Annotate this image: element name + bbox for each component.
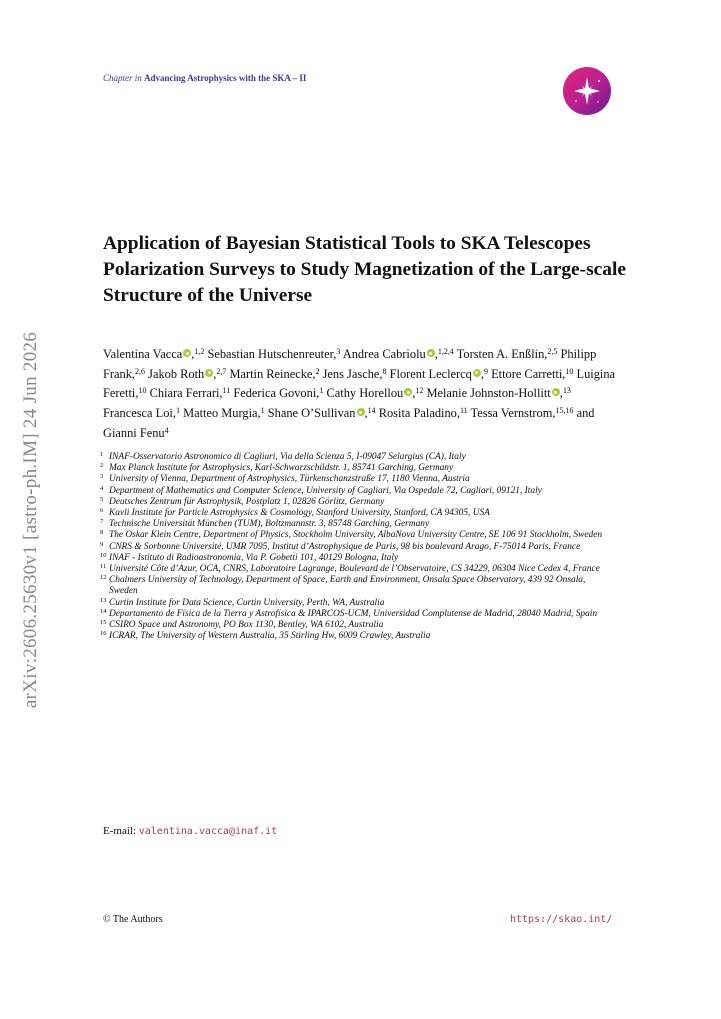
- orcid-icon[interactable]: [427, 349, 435, 357]
- author-conjunction: and: [573, 406, 595, 421]
- contact-email: [103, 825, 277, 837]
- affiliation-text: Deutsches Zentrum für Astrophysik, Postplatz 1, 02826 Görlitz, Germany: [109, 496, 385, 507]
- author-name: Philipp Frank: [103, 347, 597, 381]
- author-name: Cathy Horellou: [326, 386, 404, 401]
- book-title: Advancing Astrophysics with the SKA – II: [144, 73, 307, 83]
- affiliation: [100, 451, 613, 463]
- affiliation-text: The Oskar Klein Centre, Department of Physics, Stockholm University, AlbaNova University Centre, SE 106 91 Stockholm, Sweden: [109, 530, 603, 541]
- author: Cathy Horellou ,$^{12}$: [326, 386, 424, 401]
- author-list: [103, 345, 623, 444]
- affiliation-text: CSIRO Space and Astronomy, PO Box 1130, Bentley, WA 6102, Australia: [109, 620, 384, 631]
- affiliation: [100, 473, 613, 485]
- author: Francesca Loi,$^1$: [103, 406, 180, 421]
- affiliation-number: 7: [100, 518, 104, 526]
- author: Torsten A. Enßlin,$^{2,5}$: [456, 347, 558, 361]
- author: Rosita Paladino,$^{11}$: [378, 406, 468, 421]
- author-name: Francesca Loi: [103, 406, 173, 421]
- author: Tessa Vernstrom,$^{15,16}$: [470, 406, 574, 421]
- author-affiliation-marker: 14: [367, 406, 376, 416]
- affiliation-number: 14: [100, 607, 107, 615]
- author-affiliation-marker: 2,6: [135, 366, 146, 376]
- author: Chiara Ferrari,$^{11}$: [149, 386, 231, 401]
- orcid-icon[interactable]: [357, 408, 365, 416]
- affiliation-number: 1: [100, 451, 104, 458]
- author-name: Chiara Ferrari: [149, 386, 220, 401]
- paper-title: Application of Bayesian Statistical Tools to SKA Telescopes Polarization Surveys to Study Magnetization of the Large-scale Structure of the Universe: [103, 233, 626, 306]
- affiliation-text: Department of Mathematics and Computer Science, University of Cagliari, Via Ospedale 72, Cagliari, 09121, Italy: [109, 485, 542, 496]
- affiliation-text: Departamento de Física de la Tierra y Astrofísica & IPARCOS-UCM, Universidad Complutense de Madrid, 28040 Madrid, Spain: [109, 608, 598, 619]
- author-affiliation-marker: 9: [483, 366, 488, 376]
- author: Martin Reinecke,$^2$: [229, 366, 320, 381]
- author-name: Matteo Murgia: [183, 406, 258, 421]
- affiliation-number: 8: [100, 529, 104, 537]
- author: Valentina Vacca ,$^{1,2}$: [103, 347, 205, 361]
- affiliation: [100, 563, 613, 575]
- affiliation: [100, 630, 613, 642]
- affiliation-number: 5: [100, 495, 104, 503]
- author-affiliation-marker: 11: [459, 406, 468, 416]
- affiliation: [100, 529, 613, 541]
- affiliation-number: 15: [100, 619, 107, 627]
- affiliation-text: Kavli Institute for Particle Astrophysics & Cosmology, Stanford University, Stanford, CA 94305, USA: [109, 508, 490, 519]
- author-name: Jens Jasche: [322, 366, 380, 381]
- affiliation-number: 16: [100, 630, 107, 638]
- affiliation-number: 6: [100, 507, 104, 515]
- author: Jakob Roth ,$^{2,7}$: [148, 366, 227, 381]
- author-name: Gianni Fenu: [103, 425, 165, 440]
- chapter-prefix: Chapter in: [103, 73, 142, 83]
- affiliation-number: 2: [100, 462, 104, 470]
- author-affiliation-marker: 8: [382, 366, 387, 376]
- author-affiliation-marker: 10: [138, 386, 147, 396]
- affiliation-text: Chalmers University of Technology, Department of Space, Earth and Environment, Onsala Space Observatory, 439 92 Onsala, Sweden: [109, 575, 586, 597]
- author-affiliation-marker: 10: [565, 366, 574, 376]
- orcid-icon[interactable]: [404, 388, 412, 396]
- author-affiliation-marker: 2,5: [547, 347, 558, 356]
- author: Ettore Carretti,$^{10}$: [491, 366, 574, 381]
- affiliation-text: University of Vienna, Department of Astrophysics, Türkenschanzstraße 17, 1180 Vienna, Austria: [109, 474, 470, 485]
- author-affiliation-marker: 11: [222, 386, 231, 396]
- affiliation-text: ICRAR, The University of Western Australia, 35 Stirling Hw, 6009 Crawley, Australia: [109, 631, 431, 642]
- affiliation-text: Université Côte d’Azur, OCA, CNRS, Laboratoire Lagrange, Boulevard de l’Observatoire, CS 34229, 06304 Nice Cedex 4, France: [109, 564, 600, 575]
- orcid-icon[interactable]: [473, 369, 481, 377]
- author-affiliation-marker: 1: [319, 386, 324, 396]
- chapter-header: [103, 73, 306, 83]
- copyright-notice: © The Authors: [103, 914, 163, 925]
- orcid-icon[interactable]: [552, 388, 560, 396]
- author-name: Sebastian Hutschenreuter: [207, 347, 334, 361]
- author-name: Shane O’Sullivan: [267, 406, 356, 421]
- author-affiliation-marker: 2: [315, 366, 320, 376]
- author-name: Jakob Roth: [148, 366, 205, 381]
- author-affiliation-marker: 2,7: [216, 366, 227, 376]
- author: Andrea Cabriolu ,$^{1,2,4}$: [342, 347, 454, 361]
- author-name: Martin Reinecke: [229, 366, 313, 381]
- affiliation: [100, 540, 613, 553]
- author: Sebastian Hutschenreuter,$^3$: [207, 347, 341, 361]
- author-affiliation-marker: 1,2,4: [437, 347, 454, 356]
- affiliation: [100, 495, 613, 508]
- affiliation: [100, 518, 613, 530]
- affiliation-text: INAF-Osservatorio Astronomico di Cagliari, Via della Scienza 5, I-09047 Selargius (CA), Italy: [109, 452, 466, 462]
- affiliation: [100, 607, 613, 620]
- author-affiliation-marker: 1,2: [194, 347, 205, 356]
- author: Luigina Feretti,$^{10}$: [103, 366, 616, 401]
- author: [103, 426, 169, 440]
- affiliation-number: 4: [100, 484, 104, 492]
- author-affiliation-marker: 12: [415, 386, 424, 396]
- affiliation-number: 13: [100, 596, 107, 604]
- affiliation: [100, 619, 613, 631]
- orcid-icon[interactable]: [205, 369, 213, 377]
- author-name: Luigina Feretti: [103, 366, 616, 401]
- affiliation-text: Technische Universität München (TUM), Boltzmannstr. 3, 85748 Garching, Germany: [109, 519, 430, 530]
- author: Matteo Murgia,$^1$: [183, 406, 265, 421]
- author-affiliation-marker: 15,16: [555, 406, 574, 416]
- affiliation-text: Curtin Institute for Data Science, Curtin University, Perth, WA, Australia: [109, 597, 385, 608]
- author: Melanie Johnston-Hollitt ,$^{13}$: [426, 386, 571, 401]
- author-affiliation-marker: 13: [562, 386, 571, 396]
- author-name: Valentina Vacca: [103, 347, 183, 361]
- author-affiliation-marker: 4: [164, 425, 169, 435]
- email-label: E-mail:: [103, 825, 136, 837]
- affiliation: [100, 574, 613, 597]
- affiliation-number: 11: [100, 563, 107, 571]
- author-name: Rosita Paladino: [378, 406, 457, 421]
- author-name: Torsten A. Enßlin: [456, 347, 545, 361]
- affiliation-number: 3: [100, 473, 104, 481]
- author-affiliation-marker: 3: [336, 347, 341, 356]
- affiliation: [100, 462, 613, 474]
- orcid-icon[interactable]: [183, 349, 191, 357]
- affiliation: [100, 551, 613, 564]
- author: Shane O’Sullivan ,$^{14}$: [267, 406, 376, 421]
- affiliation-number: 9: [100, 540, 104, 548]
- affiliation-text: Max Planck Institute for Astrophysics, Karl-Schwarzschildstr. 1, 85741 Garching, Germany: [109, 463, 454, 474]
- affiliation: [100, 484, 613, 497]
- author: Florent Leclercq ,$^9$: [389, 366, 488, 381]
- author-name: Melanie Johnston-Hollitt: [426, 386, 551, 401]
- author-name: Florent Leclercq: [389, 366, 472, 381]
- ska-website-link[interactable]: https://skao.int/: [510, 914, 613, 925]
- affiliation-number: 12: [100, 574, 107, 582]
- affiliation: [100, 596, 613, 609]
- author-name: Andrea Cabriolu: [342, 347, 426, 361]
- affiliation-list: [100, 451, 613, 642]
- author: Philipp Frank,$^{2,6}$: [103, 347, 597, 381]
- email-link[interactable]: valentina.vacca@inaf.it: [138, 826, 278, 837]
- author: Federica Govoni,$^1$: [233, 386, 324, 401]
- affiliation-text: INAF - Istituto di Radioastronomia, Via P. Gobetti 101, 40129 Bologna, Italy: [109, 552, 399, 563]
- arxiv-identifier[interactable]: arXiv:2606.25630v1 [astro-ph.IM] 24 Jun 2026: [20, 331, 41, 709]
- author-name: Ettore Carretti: [491, 366, 563, 381]
- affiliation-text: CNRS & Sorbonne Université, UMR 7095, Institut d’Astrophysique de Paris, 98 bis boulevard Arago, F-75014 Paris, France: [109, 541, 581, 552]
- author: Jens Jasche,$^8$: [322, 366, 387, 381]
- author-name: Federica Govoni: [233, 386, 317, 401]
- author-affiliation-marker: 1: [260, 406, 265, 416]
- affiliation: [100, 507, 613, 519]
- author-name: Tessa Vernstrom: [470, 406, 553, 421]
- author-affiliation-marker: 1: [175, 406, 180, 416]
- ska-star-logo-icon: [562, 66, 612, 116]
- affiliation-number: 10: [100, 551, 107, 559]
